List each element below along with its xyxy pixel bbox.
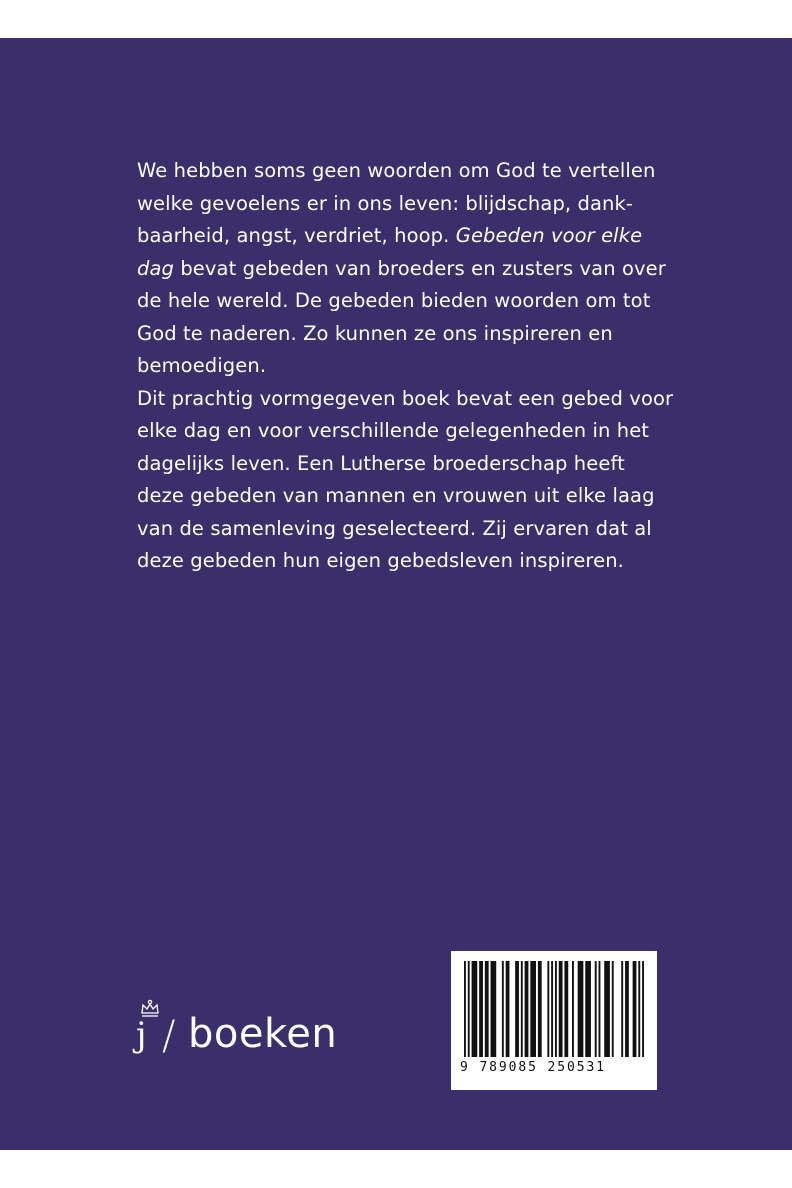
barcode-bar — [585, 961, 591, 1057]
book-title-italic: dag — [137, 256, 175, 280]
barcode-bar — [572, 961, 574, 1057]
barcode-bar — [525, 961, 529, 1057]
barcode-bar — [625, 961, 629, 1057]
barcode-bar — [642, 961, 644, 1057]
blurb-line-text: baarheid, angst, verdriet, hoop. — [137, 224, 456, 247]
barcode-bar — [530, 961, 536, 1057]
blurb-line — [137, 253, 697, 286]
barcode-bar — [551, 961, 553, 1057]
barcode-bar — [479, 961, 483, 1057]
barcode — [451, 951, 657, 1090]
blurb-line: de hele wereld. De gebeden bieden woorden om tot — [137, 289, 651, 312]
blurb-line: dagelijks leven. Een Lutherse broederschap heeft — [137, 451, 625, 475]
blurb-line: van de samenleving geselecteerd. Zij ervaren dat al — [137, 516, 652, 540]
barcode-bar — [464, 961, 466, 1057]
barcode-bar — [515, 961, 519, 1057]
barcode-bar — [468, 961, 470, 1057]
barcode-bar — [559, 961, 563, 1057]
blurb-line-text: bevat gebeden van broeders en zusters van over — [174, 256, 666, 280]
publisher-logo — [136, 993, 376, 1073]
blurb-line: deze gebeden hun eigen gebedsleven inspireren. — [137, 549, 624, 572]
blurb-line — [137, 220, 697, 253]
blurb-line: welke gevoelens er in ons leven: blijdschap, dank- — [137, 191, 634, 215]
barcode-bar — [521, 961, 523, 1057]
book-title-italic: Gebeden voor elke — [455, 224, 643, 247]
logo-word: boeken — [188, 1011, 338, 1057]
barcode-number: 9 789085 250531 — [460, 1060, 606, 1075]
blurb-line: elke dag en voor verschillende gelegenheden in het — [137, 419, 650, 442]
barcode-bar — [555, 961, 557, 1057]
logo-letter: j — [136, 1015, 147, 1055]
barcode-bar — [599, 961, 601, 1057]
barcode-bar — [491, 961, 497, 1057]
back-cover — [0, 38, 792, 1150]
barcode-bar — [621, 961, 623, 1057]
barcode-bars — [464, 961, 644, 1057]
barcode-bar — [633, 961, 637, 1057]
blurb-line: bemoedigen. — [137, 354, 267, 377]
barcode-bar — [638, 961, 640, 1057]
barcode-bar — [595, 961, 597, 1057]
barcode-bar — [472, 961, 478, 1057]
barcode-bar — [612, 961, 614, 1057]
blurb-line: deze gebeden van mannen en vrouwen uit elke laag — [137, 484, 655, 507]
barcode-bar — [502, 961, 504, 1057]
barcode-bar — [604, 961, 610, 1057]
blurb-line: God te naderen. Zo kunnen ze ons inspireren en — [137, 321, 613, 345]
blurb-line: Dit prachtig vormgegeven boek bevat een gebed voor — [137, 386, 674, 410]
blurb-line: We hebben soms geen woorden om God te vertellen — [137, 159, 656, 182]
blurb-text — [137, 155, 697, 578]
barcode-bar — [506, 961, 510, 1057]
barcode-bar — [538, 961, 542, 1057]
barcode-bar — [547, 961, 549, 1057]
barcode-bar — [485, 961, 489, 1057]
logo-separator: / — [162, 1013, 176, 1059]
barcode-bar — [564, 961, 568, 1057]
barcode-bar — [578, 961, 584, 1057]
